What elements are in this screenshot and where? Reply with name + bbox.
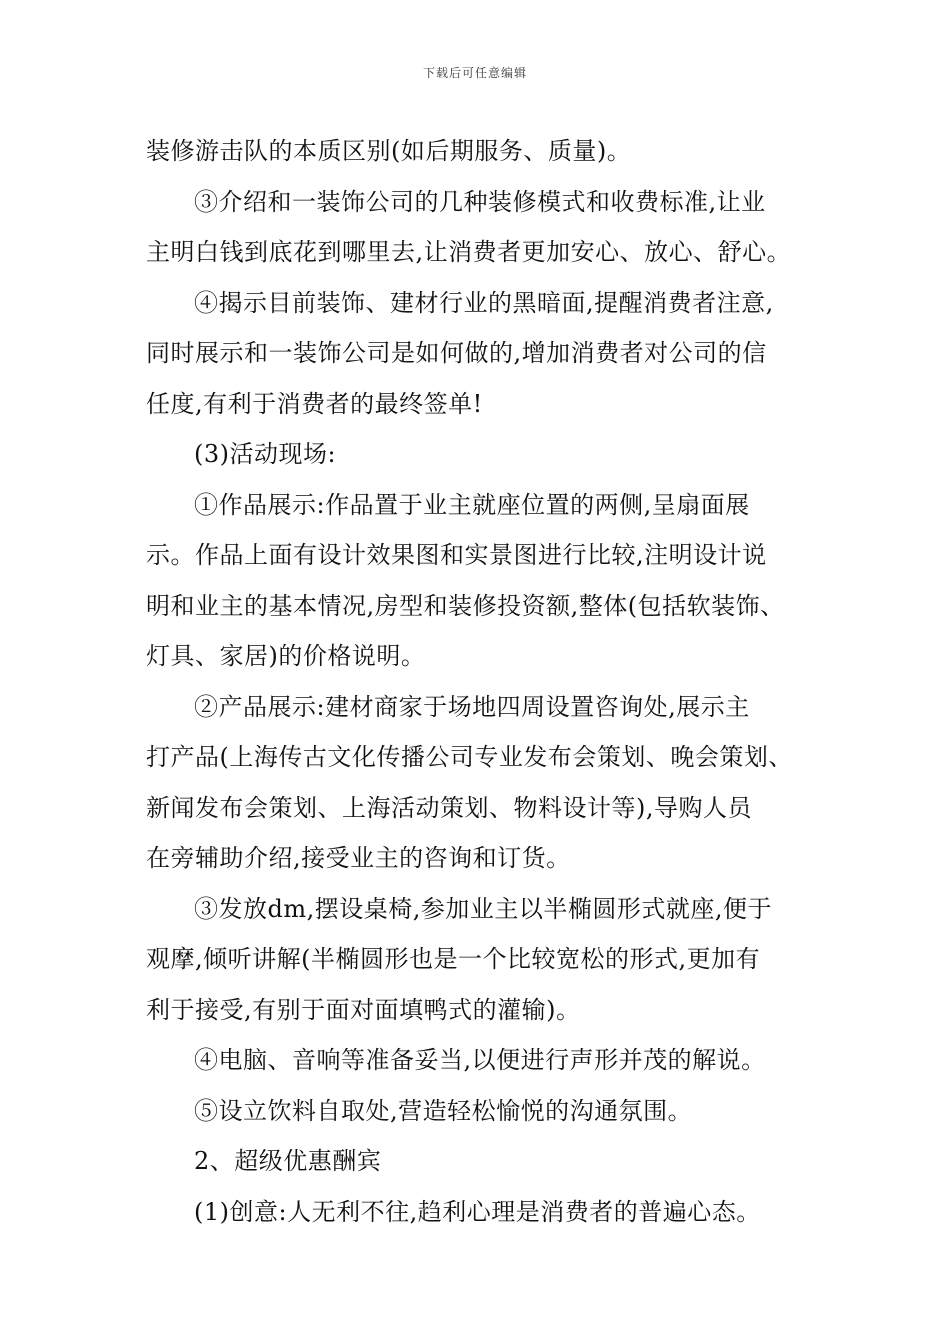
text-line: ②产品展示:建材商家于场地四周设置咨询处,展示主 bbox=[194, 692, 750, 721]
text-line: ④揭示目前装饰、建材行业的黑暗面,提醒消费者注意, bbox=[194, 288, 774, 317]
text-line: ③发放dm,摆设桌椅,参加业主以半椭圆形式就座,便于 bbox=[194, 894, 773, 923]
section-heading: (3)活动现场: bbox=[194, 440, 337, 468]
text-line: 打产品(上海传古文化传播公司专业发布会策划、晚会策划、 bbox=[146, 743, 793, 771]
text-line: 新闻发布会策划、上海活动策划、物料设计等),导购人员 bbox=[146, 793, 752, 822]
text-line: ④电脑、音响等准备妥当,以便进行声形并茂的解说。 bbox=[194, 1046, 766, 1074]
text-line: 示。作品上面有设计效果图和实景图进行比较,注明设计说 bbox=[146, 541, 767, 569]
text-line: (1)创意:人无利不往,趋利心理是消费者的普遍心态。 bbox=[194, 1197, 761, 1226]
text-line: 在旁辅助介绍,接受业主的咨询和订货。 bbox=[146, 844, 571, 872]
document-body bbox=[146, 126, 806, 1237]
text-line: ①作品展示:作品置于业主就座位置的两侧,呈扇面展 bbox=[194, 490, 750, 519]
text-line: 任度,有利于消费者的最终签单! bbox=[146, 389, 483, 418]
section-heading: 2、超级优惠酬宾 bbox=[194, 1147, 382, 1175]
text-line: 装修游击队的本质区别(如后期服务、质量)。 bbox=[146, 137, 632, 165]
page-header: 下载后可任意编辑 bbox=[422, 66, 527, 80]
text-line: 灯具、家居)的价格说明。 bbox=[146, 642, 426, 670]
text-line: 主明白钱到底花到哪里去,让消费者更加安心、放心、舒心。 bbox=[146, 238, 792, 266]
text-line: ③介绍和一装饰公司的几种装修模式和收费标准,让业 bbox=[194, 187, 766, 216]
text-line: 观摩,倾听讲解(半椭圆形也是一个比较宽松的形式,更加有 bbox=[146, 945, 761, 973]
text-line: 利于接受,有别于面对面填鸭式的灌输)。 bbox=[146, 995, 581, 1024]
text-line: 明和业主的基本情况,房型和装修投资额,整体(包括软装饰、 bbox=[146, 591, 785, 620]
text-line: ⑤设立饮料自取处,营造轻松愉悦的沟通氛围。 bbox=[194, 1096, 693, 1125]
text-line: 同时展示和一装饰公司是如何做的,增加消费者对公司的信 bbox=[146, 339, 767, 367]
